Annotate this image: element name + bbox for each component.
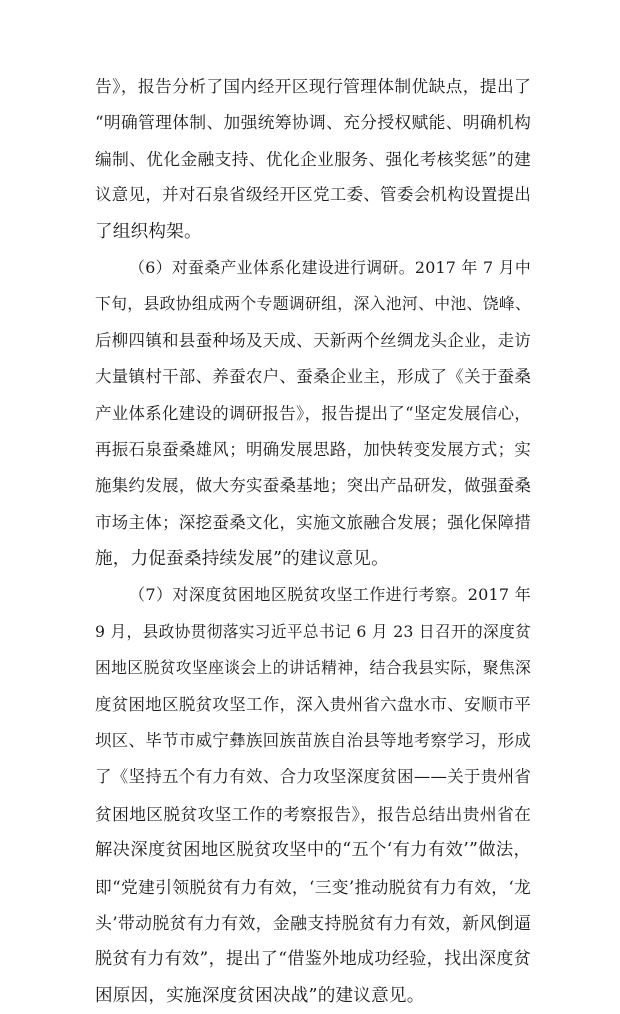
text-line: 解决深度贫困地区脱贫攻坚中的“五个‘有力有效’”做法， — [95, 840, 531, 861]
text-line: “明确管理体制、加强统筹协调、充分授权赋能、明确机构 — [95, 112, 531, 133]
paragraph-start-line: （7）对深度贫困地区脱贫攻坚工作进行考察。2017 年 — [129, 585, 531, 605]
text-line: 脱贫有力有效”，提出了“借鉴外地成功经验，找出深度贫 — [95, 949, 531, 970]
text-line: 头’带动脱贫有力有效，金融支持脱贫有力有效，新风倒逼 — [95, 912, 531, 933]
text-line: 产业体系化建设的调研报告》，报告提出了“坚定发展信心， — [95, 403, 531, 423]
text-line: 再振石泉蚕桑雄风；明确发展思路，加快转变发展方式；实 — [95, 439, 531, 459]
text-line: 即“党建引领脱贫有力有效，‘三变’推动脱贫有力有效，‘龙 — [95, 876, 531, 897]
text-line: 市场主体；深挖蚕桑文化，实施文旅融合发展；强化保障措 — [95, 512, 531, 532]
text-line: 告》，报告分析了国内经开区现行管理体制优缺点，提出了 — [95, 76, 531, 96]
text-line: 后柳四镇和县蚕种场及天成、天新两个丝绸龙头企业，走访 — [95, 330, 531, 350]
text-line: 困原因，实施深度贫困决战”的建议意见。 — [95, 985, 425, 1006]
text-line: 坝区、毕节市威宁彝族回族苗族自治县等地考察学习，形成 — [95, 731, 531, 751]
text-line: 议意见，并对石泉省级经开区党工委、管委会机构设置提出 — [95, 185, 531, 205]
text-line: 9 月，县政协贯彻落实习近平总书记 6 月 23 日召开的深度贫 — [95, 621, 531, 641]
text-line: 施集约发展，做大夯实蚕桑基地；突出产品研发，做强蚕桑 — [95, 476, 531, 496]
document-page — [95, 68, 531, 1014]
paragraph-start-line: （6）对蚕桑产业体系化建设进行调研。2017 年 7 月中 — [129, 257, 531, 277]
text-line: 了组织构架。 — [95, 221, 202, 242]
text-line: 困地区脱贫攻坚座谈会上的讲话精神，结合我县实际，聚焦深 — [95, 658, 531, 678]
text-line: 施，力促蚕桑持续发展”的建议意见。 — [95, 549, 389, 570]
text-line: 大量镇村干部、养蚕农户、蚕桑企业主，形成了《关于蚕桑 — [95, 367, 531, 387]
text-line: 贫困地区脱贫攻坚工作的考察报告》，报告总结出贵州省在 — [95, 803, 531, 824]
text-line: 下旬，县政协组成两个专题调研组，深入池河、中池、饶峰、 — [95, 294, 531, 314]
text-line: 了《坚持五个有力有效、合力攻坚深度贫困——关于贵州省 — [95, 767, 531, 787]
text-line: 编制、优化金融支持、优化企业服务、强化考核奖惩”的建 — [95, 148, 531, 169]
text-line: 度贫困地区脱贫攻坚工作，深入贵州省六盘水市、安顺市平 — [95, 694, 531, 714]
